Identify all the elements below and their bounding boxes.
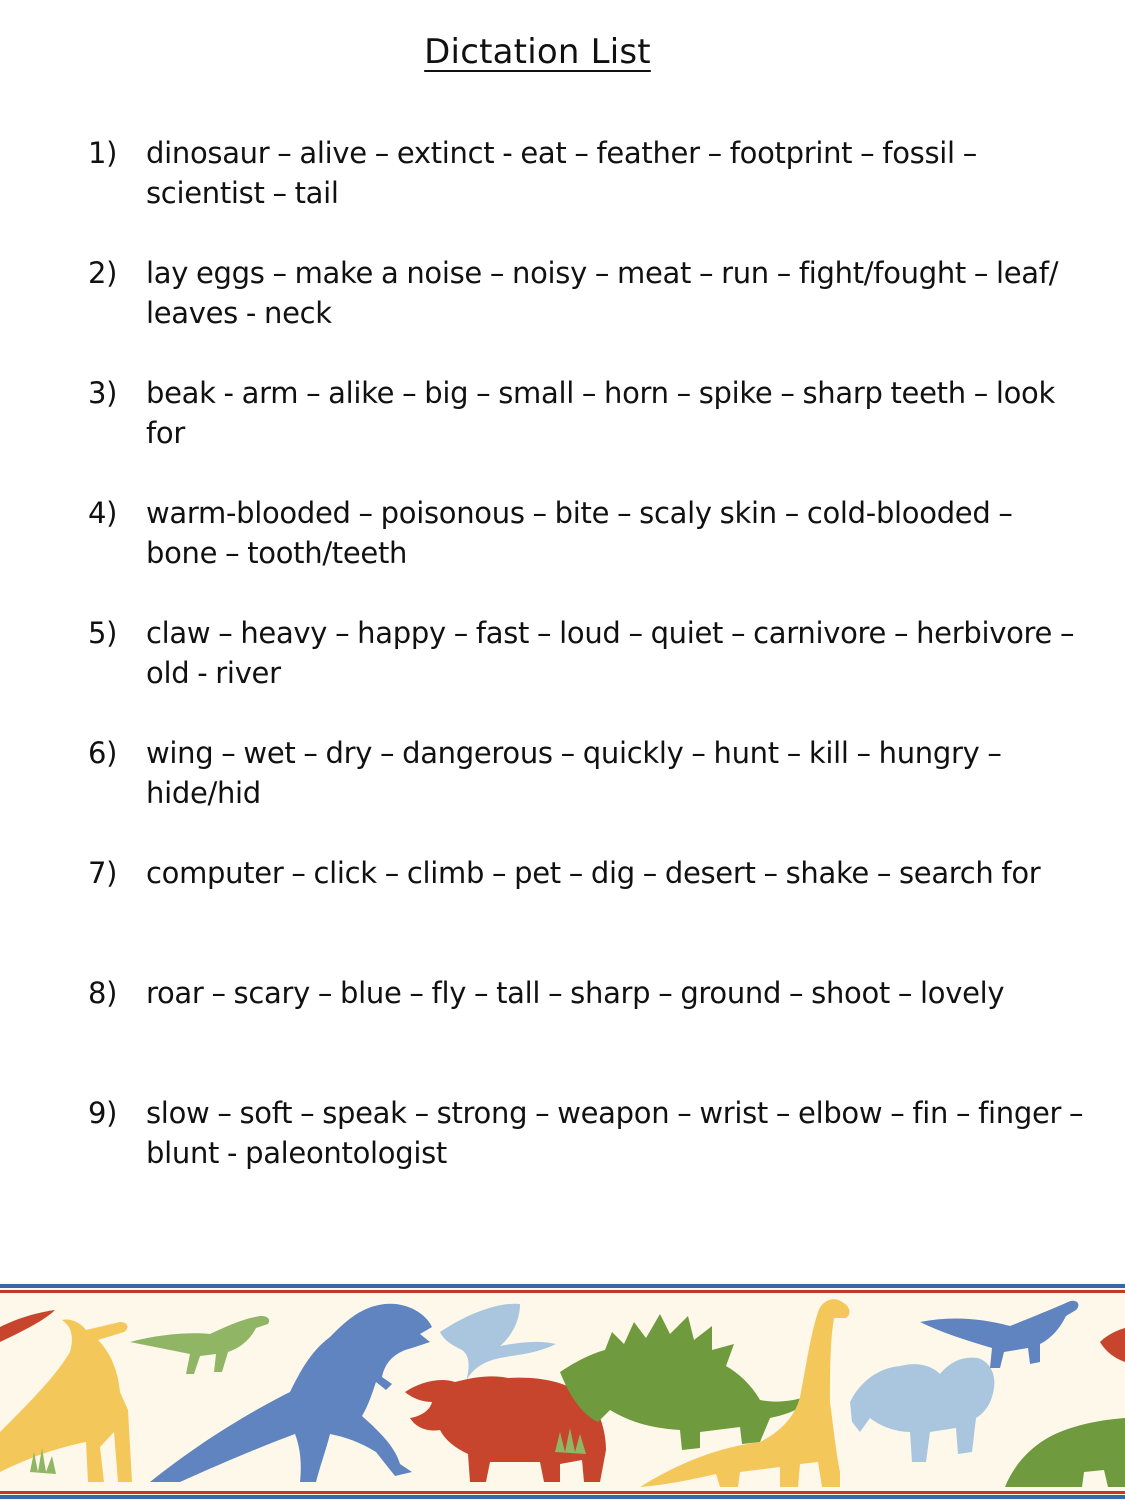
dictation-list [88, 133, 1088, 1213]
item-number: 6) [88, 736, 118, 770]
list-item [88, 733, 1088, 813]
item-number: 2) [88, 256, 118, 290]
item-text: wing – wet – dry – dangerous – quickly – hunt – kill – hungry – hide/hid [146, 736, 1002, 810]
list-item [88, 253, 1088, 333]
item-text: computer – click – climb – pet – dig – desert – shake – search for [146, 856, 1041, 890]
item-number: 9) [88, 1096, 118, 1130]
list-item [88, 973, 1088, 1053]
item-text: slow – soft – speak – strong – weapon – wrist – elbow – fin – finger – blunt - paleontologist [146, 1096, 1084, 1170]
item-text: claw – heavy – happy – fast – loud – quiet – carnivore – herbivore – old - river [146, 616, 1075, 690]
item-number: 8) [88, 976, 118, 1010]
list-item [88, 1093, 1088, 1173]
item-text: roar – scary – blue – fly – tall – sharp – ground – shoot – lovely [146, 976, 1005, 1010]
list-item [88, 613, 1088, 693]
bottom-stripe-blue [0, 1495, 1125, 1499]
top-stripe-red [0, 1290, 1125, 1293]
dinosaur-border [0, 1282, 1125, 1500]
item-text: lay eggs – make a noise – noisy – meat – run – fight/fought – leaf/ leaves - neck [146, 256, 1059, 330]
item-number: 5) [88, 616, 118, 650]
list-item [88, 133, 1088, 213]
list-item [88, 493, 1088, 573]
item-number: 1) [88, 136, 118, 170]
top-stripe-blue [0, 1284, 1125, 1288]
item-text: dinosaur – alive – extinct - eat – feather – footprint – fossil – scientist – tail [146, 136, 977, 210]
page-title: Dictation List [424, 32, 651, 72]
item-text: warm-blooded – poisonous – bite – scaly skin – cold-blooded – bone – tooth/teeth [146, 496, 1013, 570]
item-number: 4) [88, 496, 118, 530]
bottom-stripe-red [0, 1491, 1125, 1494]
list-item [88, 373, 1088, 453]
item-number: 7) [88, 856, 118, 890]
item-number: 3) [88, 376, 118, 410]
item-text: beak - arm – alike – big – small – horn – spike – sharp teeth – look for [146, 376, 1055, 450]
list-item [88, 853, 1088, 933]
